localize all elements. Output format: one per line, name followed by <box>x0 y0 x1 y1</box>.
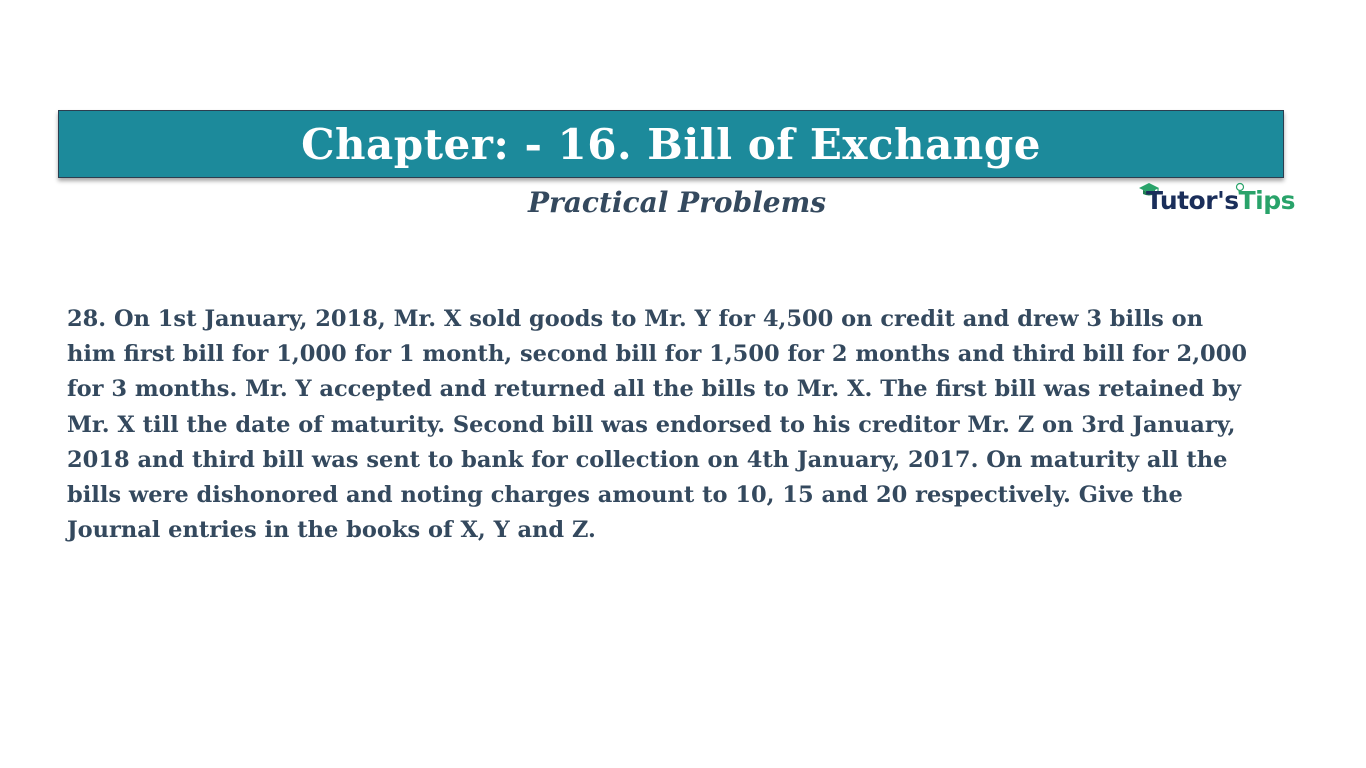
problem-statement <box>67 302 1307 548</box>
logo-word-ips: ips <box>1255 186 1296 215</box>
chapter-title: Chapter: - 16. Bill of Exchange <box>301 119 1041 169</box>
problem-line: for 3 months. Mr. Y accepted and returned all the bills to Mr. X. The first bill was retained by <box>67 376 1241 403</box>
problem-line: Journal entries in the books of X, Y and Z. <box>67 517 596 544</box>
chapter-title-banner <box>58 110 1284 178</box>
problem-line: 28. On 1st January, 2018, Mr. X sold goods to Mr. Y for 4,500 on credit and drew 3 bills on <box>67 306 1204 332</box>
logo-word-utors: utor's <box>1159 186 1239 215</box>
section-subtitle: Practical Problems <box>527 186 827 219</box>
problem-line: 2018 and third bill was sent to bank for collection on 4th January, 2017. On maturity all the <box>67 446 1228 473</box>
tutors-tips-logo <box>1138 182 1296 222</box>
problem-line: Mr. X till the date of maturity. Second bill was endorsed to his creditor Mr. Z on 3rd January, <box>67 411 1236 438</box>
logo-letter-t-green: T <box>1238 186 1256 215</box>
problem-line: him first bill for 1,000 for 1 month, second bill for 1,500 for 2 months and third bill for 2,000 <box>67 341 1248 368</box>
problem-line: bills were dishonored and noting charges amount to 10, 15 and 20 respectively. Give the <box>67 482 1183 509</box>
logo-wordmark <box>1146 186 1295 215</box>
logo-letter-t: T <box>1146 186 1160 215</box>
